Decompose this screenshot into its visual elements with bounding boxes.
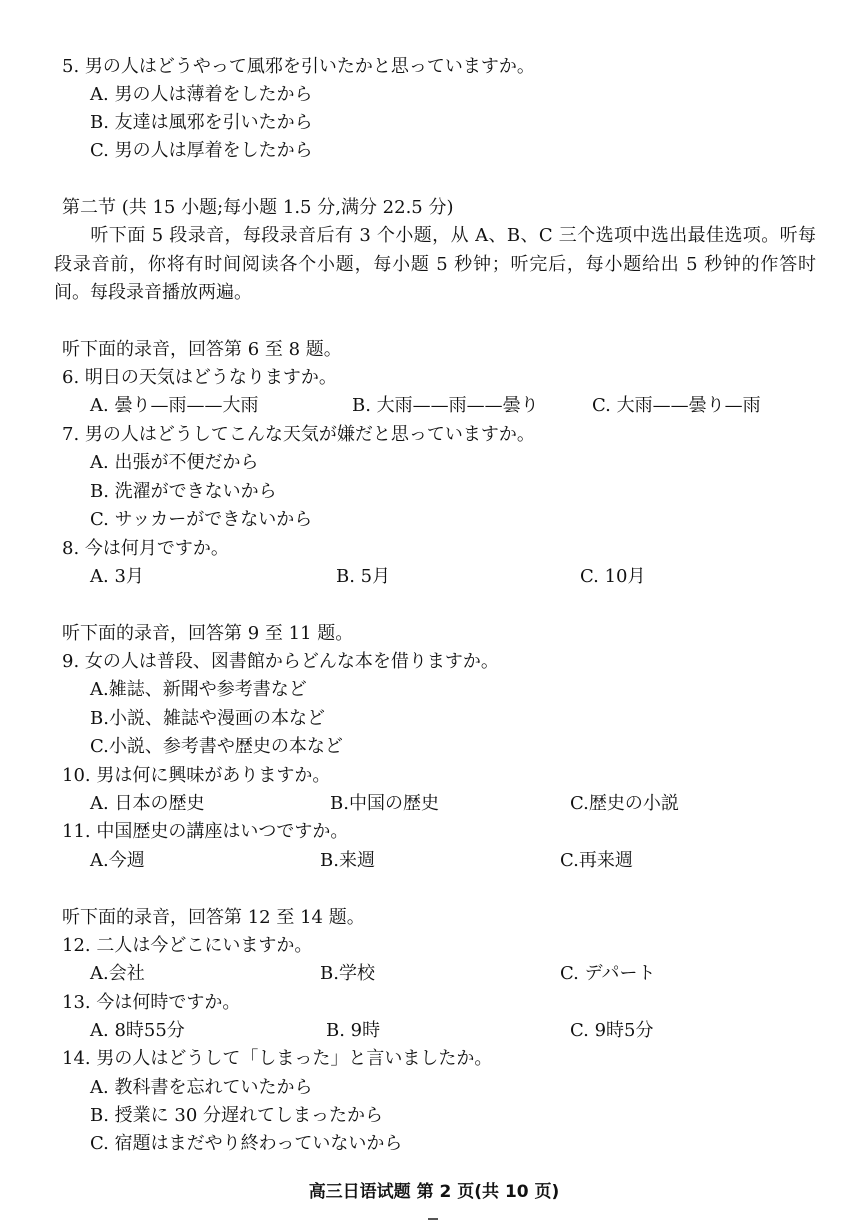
question-8-stem: 8. 今は何月ですか。: [62, 538, 229, 559]
question-6-stem: 6. 明日の天気はどうなりますか。: [62, 367, 337, 388]
section-2-instructions-text: 听下面 5 段录音，每段录音后有 3 个小题，从 A、B、C 三个选项中选出最佳选项。听每段录音前，你将有时间阅读各个小题，每小题 5 秒钟；听完后，每小题给出 5 秒钟的作答时间。每段录音播放两遍。: [54, 225, 816, 303]
question-7-option-a: A. 出張が不便だから: [90, 452, 259, 473]
question-6-option-a: A. 曇り—雨——大雨: [90, 395, 259, 416]
group-1-intro: 听下面的录音，回答第 6 至 8 题。: [62, 339, 342, 360]
question-9-option-c: C.小説、参考書や歴史の本など: [90, 736, 343, 757]
question-10-option-b: B.中国の歴史: [330, 793, 439, 814]
question-12-option-b: B.学校: [320, 963, 375, 984]
question-10-stem: 10. 男は何に興味がありますか。: [62, 765, 331, 786]
question-11-stem: 11. 中国歴史の講座はいつですか。: [62, 821, 349, 842]
question-11-option-a: A.今週: [90, 850, 145, 871]
question-14-option-a: A. 教科書を忘れていたから: [90, 1077, 313, 1098]
question-10-option-c: C.歴史の小説: [570, 793, 679, 814]
section-2-instructions: [54, 222, 816, 308]
question-7-option-c: C. サッカーができないから: [90, 509, 313, 530]
question-5-option-a: A. 男の人は薄着をしたから: [90, 84, 313, 105]
question-7-option-b: B. 洗濯ができないから: [90, 481, 277, 502]
question-13-stem: 13. 今は何時ですか。: [62, 992, 241, 1013]
question-8-option-a: A. 3月: [90, 566, 144, 587]
group-3-intro: 听下面的录音，回答第 12 至 14 题。: [62, 907, 365, 928]
question-9-stem: 9. 女の人は普段、図書館からどんな本を借りますか。: [62, 651, 499, 672]
question-5-option-c: C. 男の人は厚着をしたから: [90, 140, 313, 161]
question-7-stem: 7. 男の人はどうしてこんな天気が嫌だと思っていますか。: [62, 424, 535, 445]
question-8-option-c: C. 10月: [580, 566, 646, 587]
question-13-option-a: A. 8時55分: [90, 1020, 185, 1041]
question-6-option-c: C. 大雨——曇り—雨: [592, 395, 761, 416]
question-5-option-b: B. 友達は風邪を引いたから: [90, 112, 313, 133]
question-10-option-a: A. 日本の歴史: [90, 793, 205, 814]
question-9-option-b: B.小説、雑誌や漫画の本など: [90, 708, 325, 729]
question-5-stem: 5. 男の人はどうやって風邪を引いたかと思っていますか。: [62, 56, 535, 77]
group-2-intro: 听下面的录音，回答第 9 至 11 题。: [62, 623, 354, 644]
question-12-option-c: C. デパート: [560, 963, 656, 984]
question-9-option-a: A.雑誌、新聞や参考書など: [90, 679, 307, 700]
question-12-option-a: A.会社: [90, 963, 145, 984]
page-footer: 高三日语试题 第 2 页(共 10 页): [308, 1182, 560, 1202]
question-12-stem: 12. 二人は今どこにいますか。: [62, 935, 313, 956]
question-11-option-b: B.来週: [320, 850, 375, 871]
question-11-option-c: C.再来週: [560, 850, 633, 871]
question-8-option-b: B. 5月: [336, 566, 391, 587]
question-6-option-b: B. 大雨——雨——曇り: [352, 395, 539, 416]
question-14-stem: 14. 男の人はどうして「しまった」と言いましたか。: [62, 1048, 493, 1069]
question-14-option-b: B. 授業に 30 分遅れてしまったから: [90, 1105, 384, 1126]
question-13-option-b: B. 9時: [326, 1020, 381, 1041]
section-2-heading: 第二节 (共 15 小题;每小题 1.5 分,满分 22.5 分): [62, 197, 454, 218]
footer-mark: [428, 1218, 438, 1220]
question-14-option-c: C. 宿題はまだやり終わっていないから: [90, 1133, 403, 1154]
question-13-option-c: C. 9時5分: [570, 1020, 654, 1041]
